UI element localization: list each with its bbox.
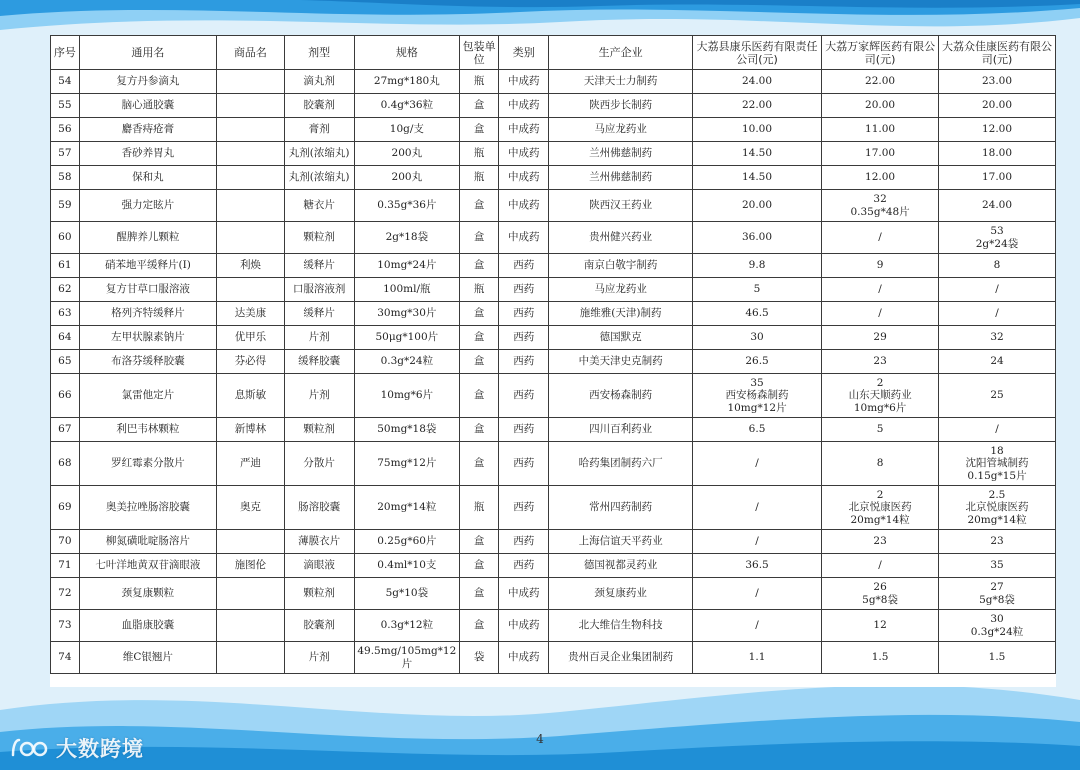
cell-manufacturer: 施维雅(天津)制药 <box>549 302 693 326</box>
cell-index: 66 <box>51 374 80 418</box>
cell-price-kangle: 1.1 <box>692 642 821 674</box>
cell-price-wanjiahui: 20.00 <box>822 94 939 118</box>
cell-price-wanjiahui: / <box>822 302 939 326</box>
cell-brand-name <box>217 190 285 222</box>
cell-specification: 20mg*14粒 <box>354 486 460 530</box>
cell-package-unit: 盒 <box>460 610 499 642</box>
watermark <box>10 734 144 762</box>
cell-generic-name: 强力定眩片 <box>79 190 216 222</box>
cell-generic-name: 维C银翘片 <box>79 642 216 674</box>
cell-category: 中成药 <box>499 642 549 674</box>
header-category: 类别 <box>499 36 549 70</box>
cell-generic-name: 复方甘草口服溶液 <box>79 278 216 302</box>
cell-price-kangle: / <box>692 442 821 486</box>
header-generic-name: 通用名 <box>79 36 216 70</box>
cell-package-unit: 盒 <box>460 222 499 254</box>
cell-brand-name: 施图伦 <box>217 554 285 578</box>
table-row <box>51 94 1056 118</box>
cell-generic-name: 柳氮磺吡啶肠溶片 <box>79 530 216 554</box>
cell-specification: 50μg*100片 <box>354 326 460 350</box>
cell-brand-name: 奥克 <box>217 486 285 530</box>
cell-brand-name <box>217 530 285 554</box>
cell-category: 西药 <box>499 486 549 530</box>
cell-index: 61 <box>51 254 80 278</box>
cell-specification: 0.4g*36粒 <box>354 94 460 118</box>
cell-specification: 27mg*180丸 <box>354 70 460 94</box>
cell-dosage-form: 分散片 <box>284 442 354 486</box>
cell-price-zhongjiakang: / <box>939 278 1056 302</box>
cell-price-zhongjiakang: / <box>939 302 1056 326</box>
cell-manufacturer: 德国视都灵药业 <box>549 554 693 578</box>
cell-dosage-form: 缓释片 <box>284 302 354 326</box>
table-row <box>51 302 1056 326</box>
cell-package-unit: 盒 <box>460 530 499 554</box>
table-row <box>51 142 1056 166</box>
cell-generic-name: 脑心通胶囊 <box>79 94 216 118</box>
cell-dosage-form: 丸剂(浓缩丸) <box>284 166 354 190</box>
cell-index: 72 <box>51 578 80 610</box>
cell-index: 70 <box>51 530 80 554</box>
cell-brand-name <box>217 94 285 118</box>
cell-brand-name <box>217 578 285 610</box>
cell-category: 西药 <box>499 374 549 418</box>
cell-generic-name: 罗红霉素分散片 <box>79 442 216 486</box>
cell-category: 西药 <box>499 254 549 278</box>
cell-package-unit: 瓶 <box>460 278 499 302</box>
cell-manufacturer: 马应龙药业 <box>549 278 693 302</box>
cell-price-wanjiahui: 22.00 <box>822 70 939 94</box>
cell-manufacturer: 天津天士力制药 <box>549 70 693 94</box>
cell-price-wanjiahui: 8 <box>822 442 939 486</box>
cell-price-wanjiahui: 1.5 <box>822 642 939 674</box>
table-row <box>51 70 1056 94</box>
cell-dosage-form: 滴丸剂 <box>284 70 354 94</box>
cell-category: 西药 <box>499 350 549 374</box>
cell-category: 中成药 <box>499 610 549 642</box>
cell-brand-name: 利焕 <box>217 254 285 278</box>
cell-price-zhongjiakang: 25 <box>939 374 1056 418</box>
cell-generic-name: 氯雷他定片 <box>79 374 216 418</box>
cell-manufacturer: 北大维信生物科技 <box>549 610 693 642</box>
cell-generic-name: 复方丹参滴丸 <box>79 70 216 94</box>
table-row <box>51 254 1056 278</box>
cell-package-unit: 盒 <box>460 326 499 350</box>
cell-price-kangle: 46.5 <box>692 302 821 326</box>
cell-dosage-form: 缓释胶囊 <box>284 350 354 374</box>
table-row <box>51 278 1056 302</box>
cell-category: 西药 <box>499 554 549 578</box>
table-row <box>51 578 1056 610</box>
cell-specification: 200丸 <box>354 142 460 166</box>
cell-index: 69 <box>51 486 80 530</box>
cell-generic-name: 保和丸 <box>79 166 216 190</box>
cell-manufacturer: 南京白敬宇制药 <box>549 254 693 278</box>
header-index: 序号 <box>51 36 80 70</box>
page-number: 4 <box>536 732 544 746</box>
cell-specification: 200丸 <box>354 166 460 190</box>
header-specification: 规格 <box>354 36 460 70</box>
cell-index: 71 <box>51 554 80 578</box>
cell-index: 74 <box>51 642 80 674</box>
cell-package-unit: 瓶 <box>460 142 499 166</box>
cell-price-zhongjiakang: 2.5 北京悦康医药 20mg*14粒 <box>939 486 1056 530</box>
cell-index: 73 <box>51 610 80 642</box>
cell-category: 中成药 <box>499 578 549 610</box>
cell-dosage-form: 滴眼液 <box>284 554 354 578</box>
cell-brand-name <box>217 70 285 94</box>
cell-package-unit: 盒 <box>460 94 499 118</box>
table-row <box>51 190 1056 222</box>
cell-index: 62 <box>51 278 80 302</box>
header-manufacturer: 生产企业 <box>549 36 693 70</box>
cell-manufacturer: 陕西步长制药 <box>549 94 693 118</box>
cell-price-kangle: 26.5 <box>692 350 821 374</box>
header-price-zhongjiakang: 大荔众佳康医药有限公司(元) <box>939 36 1056 70</box>
cell-specification: 0.4ml*10支 <box>354 554 460 578</box>
cell-index: 63 <box>51 302 80 326</box>
cell-specification: 0.3g*24粒 <box>354 350 460 374</box>
cell-specification: 10mg*6片 <box>354 374 460 418</box>
cell-generic-name: 格列齐特缓释片 <box>79 302 216 326</box>
cell-price-zhongjiakang: 35 <box>939 554 1056 578</box>
cell-price-zhongjiakang: 53 2g*24袋 <box>939 222 1056 254</box>
cell-price-kangle: 30 <box>692 326 821 350</box>
table-row <box>51 374 1056 418</box>
cell-brand-name <box>217 278 285 302</box>
header-brand-name: 商品名 <box>217 36 285 70</box>
cell-category: 中成药 <box>499 70 549 94</box>
cell-manufacturer: 陕西汉王药业 <box>549 190 693 222</box>
cell-price-wanjiahui: 5 <box>822 418 939 442</box>
cell-generic-name: 血脂康胶囊 <box>79 610 216 642</box>
cell-price-wanjiahui: 23 <box>822 350 939 374</box>
cell-manufacturer: 兰州佛慈制药 <box>549 142 693 166</box>
cell-dosage-form: 膏剂 <box>284 118 354 142</box>
cell-specification: 2g*18袋 <box>354 222 460 254</box>
cell-generic-name: 布洛芬缓释胶囊 <box>79 350 216 374</box>
cell-dosage-form: 薄膜衣片 <box>284 530 354 554</box>
cell-price-kangle: / <box>692 486 821 530</box>
cell-manufacturer: 兰州佛慈制药 <box>549 166 693 190</box>
cell-price-kangle: 24.00 <box>692 70 821 94</box>
cell-manufacturer: 西安杨森制药 <box>549 374 693 418</box>
cell-brand-name: 芬必得 <box>217 350 285 374</box>
brand-logo-icon <box>10 735 50 761</box>
cell-price-zhongjiakang: 20.00 <box>939 94 1056 118</box>
cell-specification: 100ml/瓶 <box>354 278 460 302</box>
cell-price-kangle: 36.5 <box>692 554 821 578</box>
cell-category: 中成药 <box>499 118 549 142</box>
cell-price-kangle: / <box>692 610 821 642</box>
cell-price-kangle: 22.00 <box>692 94 821 118</box>
cell-brand-name: 优甲乐 <box>217 326 285 350</box>
cell-brand-name <box>217 610 285 642</box>
cell-package-unit: 盒 <box>460 578 499 610</box>
cell-brand-name: 息斯敏 <box>217 374 285 418</box>
cell-price-kangle: 36.00 <box>692 222 821 254</box>
cell-price-kangle: 10.00 <box>692 118 821 142</box>
cell-brand-name: 新博林 <box>217 418 285 442</box>
cell-price-zhongjiakang: 23.00 <box>939 70 1056 94</box>
cell-manufacturer: 中美天津史克制药 <box>549 350 693 374</box>
cell-manufacturer: 颈复康药业 <box>549 578 693 610</box>
cell-dosage-form: 片剂 <box>284 642 354 674</box>
cell-category: 中成药 <box>499 142 549 166</box>
cell-price-wanjiahui: 17.00 <box>822 142 939 166</box>
watermark-text: 大数跨境 <box>56 737 144 761</box>
cell-brand-name <box>217 642 285 674</box>
cell-generic-name: 颈复康颗粒 <box>79 578 216 610</box>
cell-index: 56 <box>51 118 80 142</box>
cell-price-kangle: / <box>692 530 821 554</box>
cell-price-zhongjiakang: 1.5 <box>939 642 1056 674</box>
cell-index: 68 <box>51 442 80 486</box>
cell-price-wanjiahui: 9 <box>822 254 939 278</box>
cell-dosage-form: 颗粒剂 <box>284 418 354 442</box>
cell-index: 55 <box>51 94 80 118</box>
cell-price-wanjiahui: 26 5g*8袋 <box>822 578 939 610</box>
cell-price-wanjiahui: 29 <box>822 326 939 350</box>
cell-generic-name: 香砂养胃丸 <box>79 142 216 166</box>
cell-price-wanjiahui: 11.00 <box>822 118 939 142</box>
table-row <box>51 554 1056 578</box>
table-row <box>51 418 1056 442</box>
cell-price-kangle: / <box>692 578 821 610</box>
table-row <box>51 642 1056 674</box>
header-dosage-form: 剂型 <box>284 36 354 70</box>
cell-brand-name: 严迪 <box>217 442 285 486</box>
cell-index: 67 <box>51 418 80 442</box>
cell-generic-name: 硝苯地平缓释片(Ⅰ) <box>79 254 216 278</box>
cell-price-zhongjiakang: 18.00 <box>939 142 1056 166</box>
cell-specification: 50mg*18袋 <box>354 418 460 442</box>
cell-brand-name <box>217 142 285 166</box>
cell-manufacturer: 哈药集团制药六厂 <box>549 442 693 486</box>
table-row <box>51 166 1056 190</box>
table-row <box>51 118 1056 142</box>
cell-price-wanjiahui: 23 <box>822 530 939 554</box>
cell-package-unit: 盒 <box>460 442 499 486</box>
cell-price-zhongjiakang: 24 <box>939 350 1056 374</box>
cell-category: 中成药 <box>499 222 549 254</box>
cell-price-zhongjiakang: 17.00 <box>939 166 1056 190</box>
cell-manufacturer: 常州四药制药 <box>549 486 693 530</box>
cell-package-unit: 瓶 <box>460 166 499 190</box>
cell-category: 西药 <box>499 530 549 554</box>
table-row <box>51 326 1056 350</box>
cell-package-unit: 盒 <box>460 118 499 142</box>
cell-dosage-form: 片剂 <box>284 326 354 350</box>
cell-price-kangle: 9.8 <box>692 254 821 278</box>
cell-dosage-form: 颗粒剂 <box>284 578 354 610</box>
cell-package-unit: 盒 <box>460 190 499 222</box>
cell-index: 57 <box>51 142 80 166</box>
cell-category: 西药 <box>499 278 549 302</box>
cell-package-unit: 盒 <box>460 254 499 278</box>
cell-brand-name: 达美康 <box>217 302 285 326</box>
cell-price-wanjiahui: 2 北京悦康医药 20mg*14粒 <box>822 486 939 530</box>
table-row <box>51 486 1056 530</box>
cell-dosage-form: 胶囊剂 <box>284 94 354 118</box>
cell-dosage-form: 颗粒剂 <box>284 222 354 254</box>
cell-price-zhongjiakang: 27 5g*8袋 <box>939 578 1056 610</box>
cell-generic-name: 醒脾养儿颗粒 <box>79 222 216 254</box>
table-row <box>51 442 1056 486</box>
table-row <box>51 610 1056 642</box>
cell-price-zhongjiakang: 18 沈阳管城制药 0.15g*15片 <box>939 442 1056 486</box>
cell-index: 58 <box>51 166 80 190</box>
cell-manufacturer: 上海信谊天平药业 <box>549 530 693 554</box>
cell-package-unit: 瓶 <box>460 486 499 530</box>
cell-generic-name: 七叶洋地黄双苷滴眼液 <box>79 554 216 578</box>
cell-price-wanjiahui: 12 <box>822 610 939 642</box>
cell-price-wanjiahui: 2 山东天顺药业 10mg*6片 <box>822 374 939 418</box>
cell-generic-name: 奥美拉唑肠溶胶囊 <box>79 486 216 530</box>
cell-category: 中成药 <box>499 166 549 190</box>
cell-specification: 49.5mg/105mg*12片 <box>354 642 460 674</box>
cell-category: 中成药 <box>499 190 549 222</box>
cell-price-zhongjiakang: 32 <box>939 326 1056 350</box>
header-price-kangle: 大荔县康乐医药有限责任公司(元) <box>692 36 821 70</box>
cell-price-wanjiahui: / <box>822 554 939 578</box>
cell-generic-name: 麝香痔疮膏 <box>79 118 216 142</box>
cell-manufacturer: 贵州健兴药业 <box>549 222 693 254</box>
table-header-row <box>51 36 1056 70</box>
cell-dosage-form: 糖衣片 <box>284 190 354 222</box>
cell-price-wanjiahui: / <box>822 278 939 302</box>
cell-package-unit: 盒 <box>460 374 499 418</box>
cell-manufacturer: 贵州百灵企业集团制药 <box>549 642 693 674</box>
cell-dosage-form: 丸剂(浓缩丸) <box>284 142 354 166</box>
cell-manufacturer: 四川百利药业 <box>549 418 693 442</box>
cell-brand-name <box>217 118 285 142</box>
table-row <box>51 350 1056 374</box>
cell-category: 中成药 <box>499 94 549 118</box>
cell-brand-name <box>217 222 285 254</box>
cell-specification: 10g/支 <box>354 118 460 142</box>
cell-package-unit: 盒 <box>460 418 499 442</box>
cell-specification: 30mg*30片 <box>354 302 460 326</box>
cell-price-wanjiahui: / <box>822 222 939 254</box>
cell-price-kangle: 14.50 <box>692 166 821 190</box>
cell-dosage-form: 缓释片 <box>284 254 354 278</box>
cell-brand-name <box>217 166 285 190</box>
cell-dosage-form: 胶囊剂 <box>284 610 354 642</box>
cell-index: 64 <box>51 326 80 350</box>
cell-price-kangle: 6.5 <box>692 418 821 442</box>
cell-price-wanjiahui: 12.00 <box>822 166 939 190</box>
cell-specification: 75mg*12片 <box>354 442 460 486</box>
cell-package-unit: 盒 <box>460 350 499 374</box>
cell-specification: 0.3g*12粒 <box>354 610 460 642</box>
cell-package-unit: 袋 <box>460 642 499 674</box>
cell-price-kangle: 35 西安杨森制药 10mg*12片 <box>692 374 821 418</box>
cell-price-kangle: 20.00 <box>692 190 821 222</box>
cell-generic-name: 左甲状腺素钠片 <box>79 326 216 350</box>
cell-category: 西药 <box>499 418 549 442</box>
cell-price-zhongjiakang: 30 0.3g*24粒 <box>939 610 1056 642</box>
cell-specification: 5g*10袋 <box>354 578 460 610</box>
cell-price-wanjiahui: 32 0.35g*48片 <box>822 190 939 222</box>
cell-package-unit: 盒 <box>460 302 499 326</box>
cell-category: 西药 <box>499 302 549 326</box>
cell-manufacturer: 马应龙药业 <box>549 118 693 142</box>
cell-specification: 0.35g*36片 <box>354 190 460 222</box>
header-price-wanjiahui: 大荔万家辉医药有限公司(元) <box>822 36 939 70</box>
cell-price-kangle: 5 <box>692 278 821 302</box>
cell-category: 西药 <box>499 442 549 486</box>
cell-specification: 0.25g*60片 <box>354 530 460 554</box>
cell-index: 65 <box>51 350 80 374</box>
cell-price-zhongjiakang: 8 <box>939 254 1056 278</box>
header-package-unit: 包装单位 <box>460 36 499 70</box>
cell-manufacturer: 德国默克 <box>549 326 693 350</box>
table-row <box>51 222 1056 254</box>
cell-generic-name: 利巴韦林颗粒 <box>79 418 216 442</box>
cell-dosage-form: 片剂 <box>284 374 354 418</box>
cell-price-zhongjiakang: 24.00 <box>939 190 1056 222</box>
cell-price-kangle: 14.50 <box>692 142 821 166</box>
drug-price-table <box>50 35 1056 674</box>
cell-price-zhongjiakang: 12.00 <box>939 118 1056 142</box>
cell-package-unit: 瓶 <box>460 70 499 94</box>
cell-dosage-form: 口服溶液剂 <box>284 278 354 302</box>
cell-price-zhongjiakang: 23 <box>939 530 1056 554</box>
cell-specification: 10mg*24片 <box>354 254 460 278</box>
cell-package-unit: 盒 <box>460 554 499 578</box>
cell-category: 西药 <box>499 326 549 350</box>
cell-index: 59 <box>51 190 80 222</box>
cell-index: 54 <box>51 70 80 94</box>
cell-index: 60 <box>51 222 80 254</box>
cell-price-zhongjiakang: / <box>939 418 1056 442</box>
table-row <box>51 530 1056 554</box>
cell-dosage-form: 肠溶胶囊 <box>284 486 354 530</box>
